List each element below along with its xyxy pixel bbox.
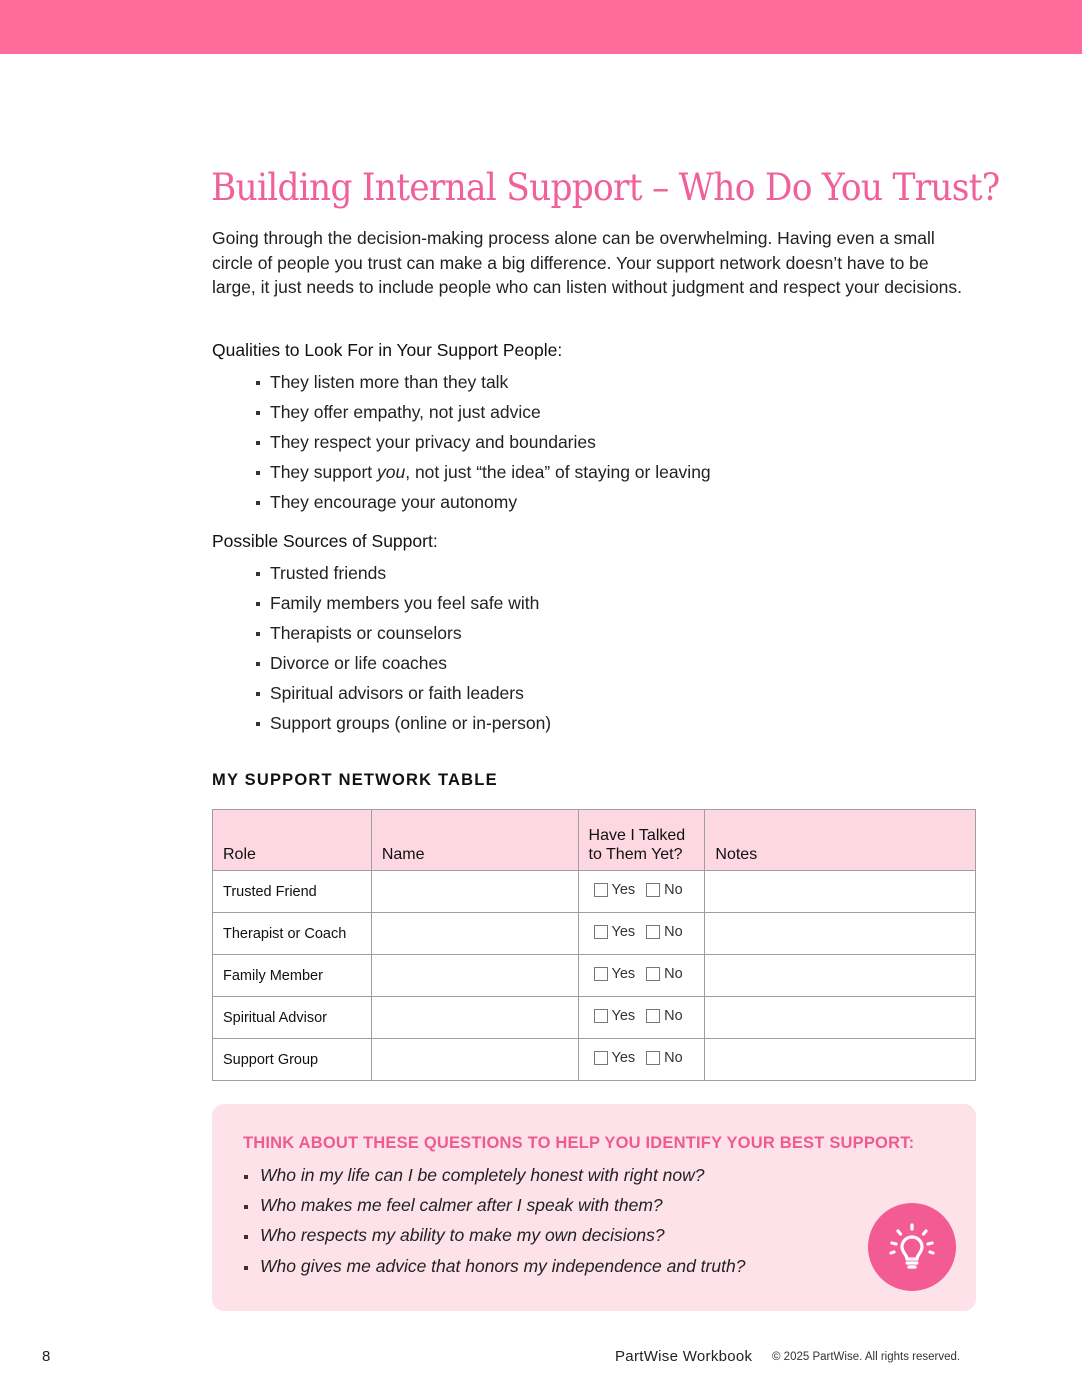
yes-checkbox[interactable] — [594, 1051, 608, 1065]
name-cell[interactable] — [371, 871, 578, 913]
no-checkbox[interactable] — [646, 1051, 660, 1065]
role-cell: Trusted Friend — [213, 871, 372, 913]
top-accent-bar — [0, 0, 1082, 54]
list-item: Divorce or life coaches — [254, 648, 551, 678]
no-option[interactable] — [646, 966, 683, 982]
name-cell[interactable] — [371, 913, 578, 955]
no-option[interactable] — [646, 1008, 683, 1024]
list-item: They respect your privacy and boundaries — [254, 427, 711, 457]
talked-cell — [578, 913, 705, 955]
yes-option[interactable] — [594, 882, 636, 898]
table-row — [213, 955, 976, 997]
question-item: Who makes me feel calmer after I speak with them? — [243, 1190, 745, 1220]
lightbulb-icon — [868, 1203, 956, 1291]
no-label: No — [664, 1050, 683, 1066]
no-checkbox[interactable] — [646, 883, 660, 897]
list-item-text: , not just “the idea” of staying or leaving — [405, 462, 711, 483]
yes-label: Yes — [611, 966, 636, 982]
callout-title: THINK ABOUT THESE QUESTIONS TO HELP YOU IDENTIFY YOUR BEST SUPPORT: — [243, 1134, 915, 1152]
talked-cell — [578, 871, 705, 913]
sources-list — [254, 558, 551, 739]
question-list — [243, 1160, 745, 1281]
yes-option[interactable] — [594, 1050, 636, 1066]
list-item — [254, 457, 711, 487]
list-item: They encourage your autonomy — [254, 487, 711, 517]
yes-checkbox[interactable] — [594, 925, 608, 939]
question-item: Who gives me advice that honors my independence and truth? — [243, 1251, 745, 1281]
yes-label: Yes — [611, 882, 636, 898]
notes-cell[interactable] — [705, 913, 976, 955]
no-label: No — [664, 924, 683, 940]
list-item: They offer empathy, not just advice — [254, 397, 711, 427]
table-header-row — [213, 810, 976, 871]
name-cell[interactable] — [371, 1039, 578, 1081]
table-row — [213, 913, 976, 955]
no-label: No — [664, 1008, 683, 1024]
name-cell[interactable] — [371, 955, 578, 997]
notes-cell[interactable] — [705, 955, 976, 997]
role-cell: Therapist or Coach — [213, 913, 372, 955]
support-network-table — [212, 809, 976, 1081]
no-checkbox[interactable] — [646, 925, 660, 939]
reflection-callout — [212, 1104, 976, 1311]
talked-cell — [578, 955, 705, 997]
yes-checkbox[interactable] — [594, 967, 608, 981]
no-label: No — [664, 966, 683, 982]
notes-cell[interactable] — [705, 1039, 976, 1081]
qualities-heading: Qualities to Look For in Your Support People: — [212, 340, 563, 360]
question-item: Who respects my ability to make my own decisions? — [243, 1220, 745, 1250]
yes-checkbox[interactable] — [594, 1009, 608, 1023]
yes-label: Yes — [611, 1050, 636, 1066]
yes-label: Yes — [611, 924, 636, 940]
role-cell: Spiritual Advisor — [213, 997, 372, 1039]
footer-book-title: PartWise Workbook — [615, 1348, 753, 1365]
page-title: Building Internal Support – Who Do You Trust? — [211, 166, 1000, 209]
no-label: No — [664, 882, 683, 898]
table-row — [213, 997, 976, 1039]
list-item-text: They support — [270, 462, 377, 483]
name-cell[interactable] — [371, 997, 578, 1039]
col-header-notes: Notes — [705, 810, 976, 871]
page-number: 8 — [42, 1348, 51, 1365]
table-heading: MY SUPPORT NETWORK TABLE — [212, 771, 498, 789]
notes-cell[interactable] — [705, 871, 976, 913]
no-option[interactable] — [646, 1050, 683, 1066]
no-option[interactable] — [646, 924, 683, 940]
no-option[interactable] — [646, 882, 683, 898]
no-checkbox[interactable] — [646, 1009, 660, 1023]
no-checkbox[interactable] — [646, 967, 660, 981]
col-header-role: Role — [213, 810, 372, 871]
role-cell: Family Member — [213, 955, 372, 997]
talked-cell — [578, 997, 705, 1039]
list-item: They listen more than they talk — [254, 367, 711, 397]
footer-copyright: © 2025 PartWise. All rights reserved. — [772, 1351, 961, 1363]
intro-paragraph: Going through the decision-making process alone can be overwhelming. Having even a small circle of people you trust can make a big difference. Your support network doesn’t have to be large, it just needs to include people who can listen without judgment and respect your decisions. — [212, 228, 963, 298]
table-row — [213, 871, 976, 913]
list-item: Family members you feel safe with — [254, 588, 551, 618]
list-item: Therapists or counselors — [254, 618, 551, 648]
col-header-talked: Have I Talked to Them Yet? — [578, 810, 705, 871]
emphasis-text: you — [377, 462, 406, 483]
notes-cell[interactable] — [705, 997, 976, 1039]
yes-checkbox[interactable] — [594, 883, 608, 897]
list-item: Trusted friends — [254, 558, 551, 588]
talked-cell — [578, 1039, 705, 1081]
role-cell: Support Group — [213, 1039, 372, 1081]
list-item: Spiritual advisors or faith leaders — [254, 678, 551, 708]
yes-option[interactable] — [594, 966, 636, 982]
sources-heading: Possible Sources of Support: — [212, 531, 438, 551]
qualities-list — [254, 367, 711, 517]
list-item: Support groups (online or in-person) — [254, 708, 551, 738]
yes-option[interactable] — [594, 924, 636, 940]
yes-label: Yes — [611, 1008, 636, 1024]
question-item: Who in my life can I be completely honest with right now? — [243, 1160, 745, 1190]
col-header-name: Name — [371, 810, 578, 871]
table-row — [213, 1039, 976, 1081]
yes-option[interactable] — [594, 1008, 636, 1024]
